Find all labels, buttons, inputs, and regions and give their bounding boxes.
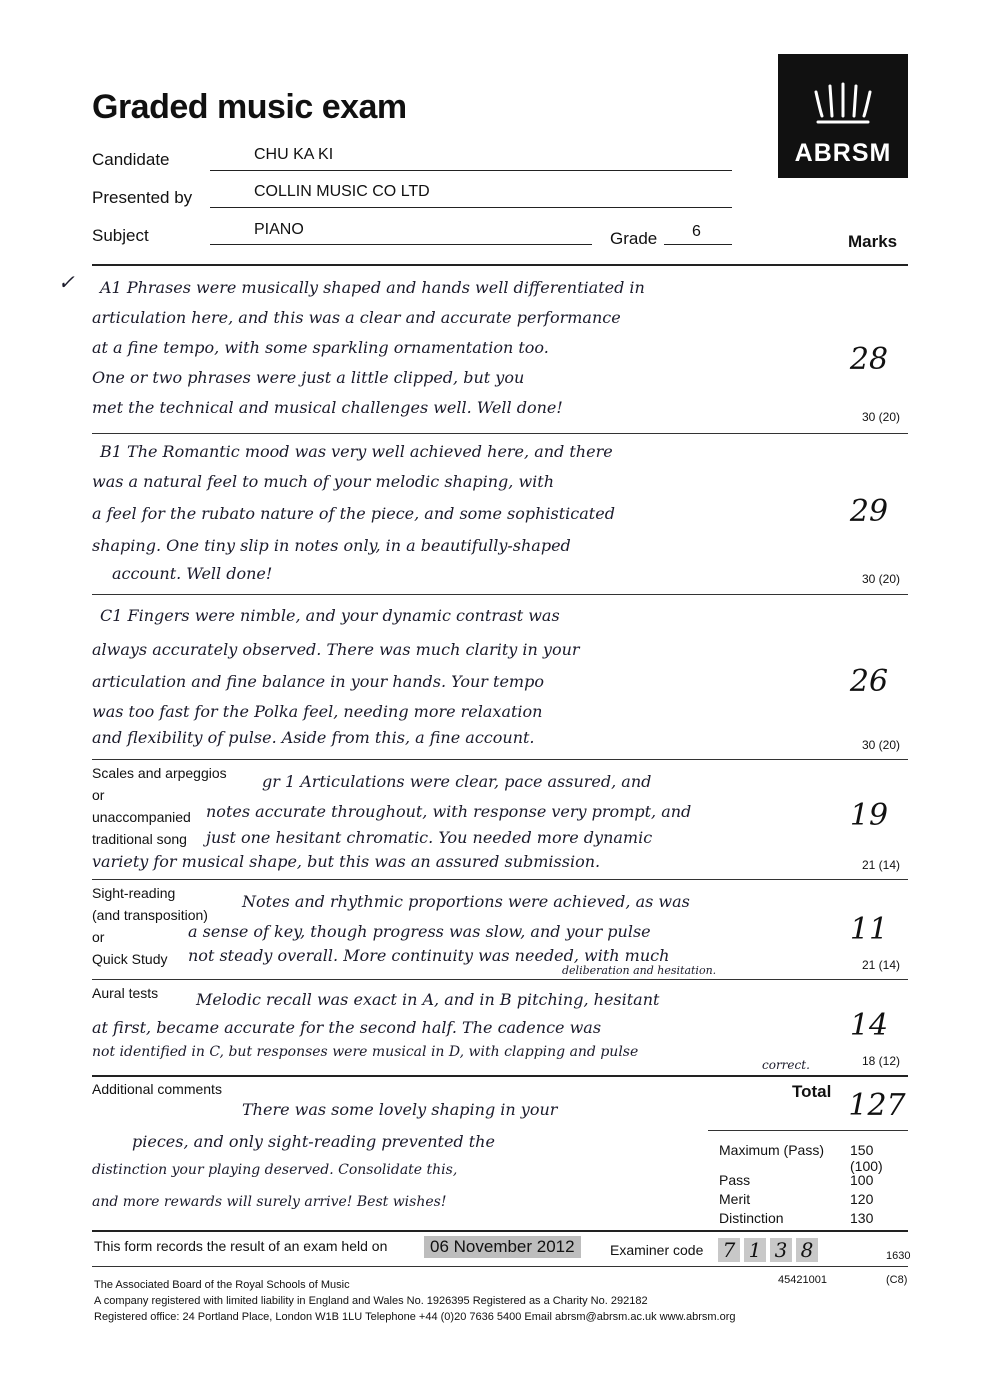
comment-line: and more rewards will surely arrive! Best wishes!: [92, 1194, 447, 1210]
crown-icon: [812, 82, 874, 128]
comment-line: pieces, and only sight-reading prevented the: [132, 1132, 495, 1151]
subject-value: PIANO: [254, 221, 304, 238]
max-marks: 21 (14): [861, 958, 900, 972]
comment-line: met the technical and musical challenges well. Well done!: [92, 398, 563, 417]
presented-by-value: COLLIN MUSIC CO LTD: [254, 183, 430, 200]
footer-office: Registered office: 24 Portland Place, London W1B 1LU Telephone +44 (0)20 7636 5400 Email abrsm@abrsm.ac.uk www.abrsm.org: [94, 1311, 736, 1323]
candidate-label: Candidate: [92, 150, 170, 169]
section-c1: [92, 598, 908, 758]
distinction-label: Distinction: [719, 1210, 784, 1226]
examiner-digit: 3: [770, 1238, 792, 1262]
maximum-label: Maximum (Pass): [719, 1142, 825, 1158]
comment-line: Notes and rhythmic proportions were achieved, as was: [242, 892, 690, 911]
section-divider: [92, 1075, 908, 1077]
comment-line: A1 Phrases were musically shaped and hands well differentiated in: [100, 278, 645, 297]
logo-text: ABRSM: [794, 139, 892, 167]
section-label: Aural tests: [92, 985, 159, 1001]
abrsm-logo: [778, 54, 908, 178]
comment-line: gr 1 Articulations were clear, pace assured, and: [262, 772, 652, 791]
comment-line: One or two phrases were just a little clipped, but you: [92, 368, 525, 387]
comment-line: B1 The Romantic mood was very well achieved here, and there: [100, 442, 613, 461]
distinction-value: 130: [850, 1210, 874, 1226]
reference-number: 45421001: [778, 1274, 827, 1286]
mark-value: 29: [849, 494, 889, 529]
pass-value: 100: [850, 1172, 874, 1188]
additional-label: Additional comments: [92, 1081, 222, 1097]
section-sight-reading: [92, 882, 908, 978]
merit-value: 120: [850, 1191, 874, 1207]
examiner-code: [718, 1238, 822, 1262]
form-number: 1630: [886, 1250, 911, 1262]
section-divider: [92, 879, 908, 880]
footer-registration: A company registered with limited liability in England and Wales No. 1926395 Registered as a Charity No. 292182: [94, 1295, 648, 1307]
examiner-digit: 8: [796, 1238, 818, 1262]
form-title: Graded music exam: [92, 88, 407, 126]
section-aural: [92, 982, 908, 1074]
comment-line: distinction your playing deserved. Consolidate this,: [92, 1162, 458, 1178]
section-a1: [92, 270, 908, 433]
comment-line: was a natural feel to much of your melodic shaping, with: [92, 472, 554, 491]
comment-line: C1 Fingers were nimble, and your dynamic contrast was: [100, 606, 560, 625]
candidate-value: CHU KA KI: [254, 146, 334, 163]
exam-date: 06 November 2012: [424, 1236, 581, 1258]
comment-line: and flexibility of pulse. Aside from this, a fine account.: [92, 728, 535, 747]
comment-line: articulation and fine balance in your hands. Your tempo: [92, 672, 544, 691]
record-rule: [92, 1266, 908, 1267]
additional-comments-section: [92, 1078, 908, 1230]
comment-line: a feel for the rubato nature of the piece, and some sophisticated: [92, 504, 615, 523]
examiner-digit: 7: [718, 1238, 740, 1262]
comment-line: always accurately observed. There was much clarity in your: [92, 640, 580, 659]
comment-line: at first, became accurate for the second half. The cadence was: [92, 1018, 602, 1037]
record-text: This form records the result of an exam held on: [94, 1238, 388, 1254]
mark-value: 19: [849, 798, 889, 833]
merit-label: Merit: [719, 1191, 751, 1207]
form-code: (C8): [886, 1274, 908, 1286]
comment-line: articulation here, and this was a clear and accurate performance: [92, 308, 621, 327]
examiner-digit: 1: [744, 1238, 766, 1262]
maximum-value: 150 (100): [850, 1142, 883, 1174]
comment-line: There was some lovely shaping in your: [242, 1100, 558, 1119]
section-divider: [92, 1230, 908, 1232]
comment-line: notes accurate throughout, with response very prompt, and: [206, 802, 692, 821]
examiner-label: Examiner code: [610, 1242, 704, 1258]
comment-line: deliberation and hesitation.: [562, 964, 717, 977]
comment-line: just one hesitant chromatic. You needed more dynamic: [206, 828, 653, 847]
section-divider: [92, 433, 908, 434]
pass-label: Pass: [719, 1172, 751, 1188]
subject-line: [210, 244, 592, 245]
comment-line: variety for musical shape, but this was an assured submission.: [92, 852, 601, 871]
grade-line: [664, 244, 732, 245]
total-rule: [708, 1130, 908, 1131]
comment-line: correct.: [762, 1058, 810, 1072]
section-divider: [92, 979, 908, 980]
comment-line: at a fine tempo, with some sparkling ornamentation too.: [92, 338, 549, 357]
comment-line: not steady overall. More continuity was needed, with much: [188, 946, 670, 965]
marks-header: Marks: [848, 232, 898, 251]
grade-label: Grade: [610, 229, 658, 248]
total-value: 127: [848, 1088, 906, 1123]
mark-value: 14: [849, 1008, 889, 1043]
comment-line: a sense of key, though progress was slow, and your pulse: [188, 922, 651, 941]
subject-label: Subject: [92, 226, 149, 245]
max-marks: 30 (20): [861, 410, 900, 424]
total-label: Total: [792, 1082, 832, 1101]
mark-value: 26: [849, 664, 889, 699]
max-marks: 30 (20): [861, 572, 900, 586]
comment-line: account. Well done!: [112, 564, 273, 583]
grade-value: 6: [692, 223, 701, 240]
comment-line: not identified in C, but responses were musical in D, with clapping and pulse: [92, 1044, 639, 1060]
mark-value: 28: [849, 342, 889, 377]
section-b1: [92, 436, 908, 593]
section-label: Sight-reading (and transposition) or Quick Study: [92, 885, 208, 967]
presented-by-line: [210, 207, 732, 208]
header-rule: [92, 264, 908, 266]
candidate-line: [210, 170, 732, 171]
section-label: Scales and arpeggios or unaccompanied traditional song: [92, 765, 227, 847]
max-marks: 21 (14): [861, 858, 900, 872]
mark-value: 11: [849, 912, 889, 947]
section-scales: [92, 762, 908, 878]
presented-by-label: Presented by: [92, 188, 193, 207]
footer-org: The Associated Board of the Royal Schools of Music: [94, 1279, 350, 1291]
section-divider: [92, 759, 908, 760]
check-mark: ✓: [58, 270, 75, 294]
comment-line: shaping. One tiny slip in notes only, in a beautifully-shaped: [92, 536, 571, 555]
comment-line: Melodic recall was exact in A, and in B pitching, hesitant: [196, 990, 660, 1009]
max-marks: 18 (12): [861, 1054, 900, 1068]
comment-line: was too fast for the Polka feel, needing more relaxation: [92, 702, 543, 721]
max-marks: 30 (20): [861, 738, 900, 752]
section-divider: [92, 594, 908, 595]
